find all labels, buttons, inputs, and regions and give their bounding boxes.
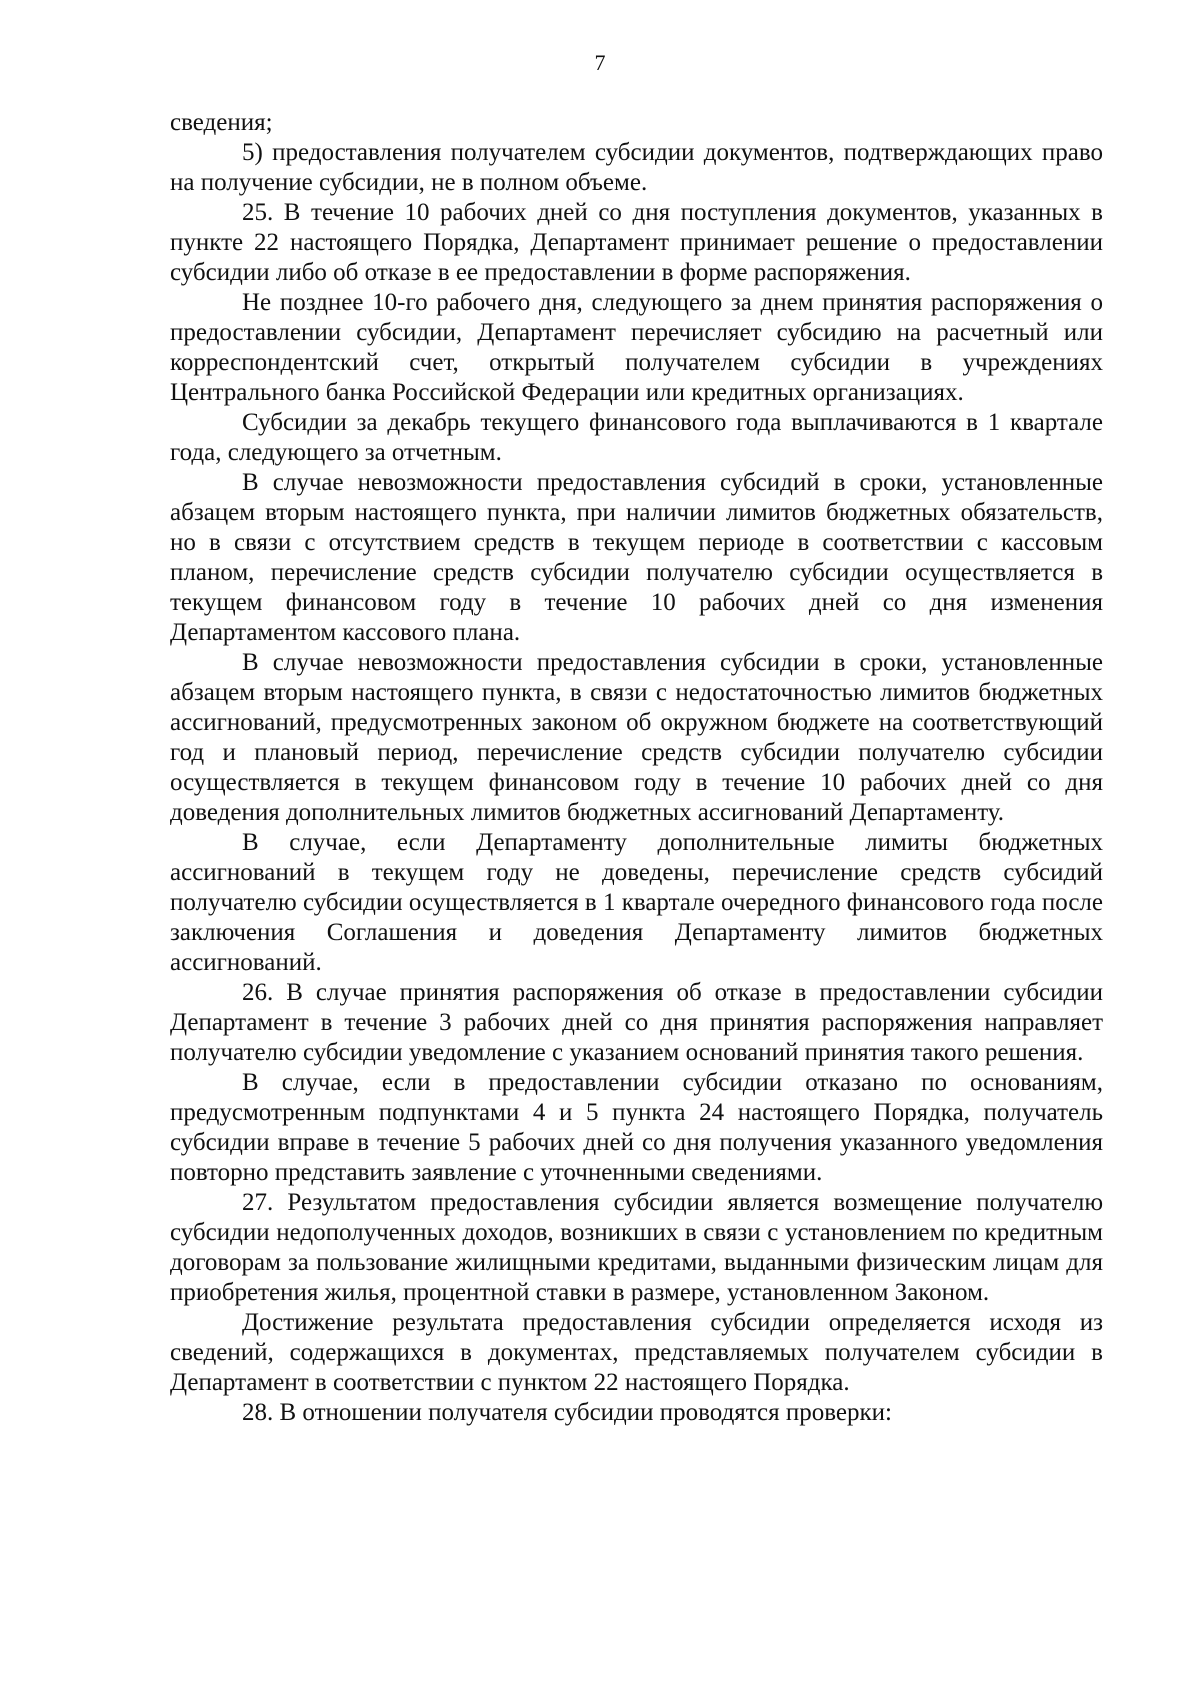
paragraph: 27. Результатом предоставления субсидии является возмещение получателю субсидии недополученных доходов, возникших в связи с установлением по кредитным договорам за пользование жилищными кредитами, выданными физическим лицам для приобретения жилья, процентной ставки в размере, установленном Законом. xyxy=(170,1189,1103,1306)
paragraph: В случае невозможности предоставления субсидии в сроки, установленные абзацем вторым настоящего пункта, в связи с недостаточностью лимитов бюджетных ассигнований, предусмотренных законом об окружном бюджете на соответствующий год и плановый период, перечисление средств субсидии получателю субсидии осуществляется в текущем финансовом году в течение 10 рабочих дней со дня доведения дополнительных лимитов бюджетных ассигнований Департаменту. xyxy=(170,649,1103,826)
paragraph: В случае, если в предоставлении субсидии отказано по основаниям, предусмотренным подпунктами 4 и 5 пункта 24 настоящего Порядка, получатель субсидии вправе в течение 5 рабочих дней со дня получения указанного уведомления повторно представить заявление с уточненными сведениями. xyxy=(170,1069,1103,1186)
paragraph: 5) предоставления получателем субсидии документов, подтверждающих право на получение субсидии, не в полном объеме. xyxy=(170,139,1103,196)
paragraph: В случае невозможности предоставления субсидий в сроки, установленные абзацем вторым настоящего пункта, при наличии лимитов бюджетных обязательств, но в связи с отсутствием средств в текущем периоде в соответствии с кассовым планом, перечисление средств субсидии получателю субсидии осуществляется в текущем финансовом году в течение 10 рабочих дней со дня изменения Департаментом кассового плана. xyxy=(170,469,1103,646)
paragraph: 28. В отношении получателя субсидии проводятся проверки: xyxy=(242,1399,892,1426)
document-body xyxy=(170,108,1103,1428)
paragraph: В случае, если Департаменту дополнительные лимиты бюджетных ассигнований в текущем году не доведены, перечисление средств субсидий получателю субсидии осуществляется в 1 квартале очередного финансового года после заключения Соглашения и доведения Департаменту лимитов бюджетных ассигнований. xyxy=(170,829,1103,976)
page-number: 7 xyxy=(594,50,606,75)
paragraph: Субсидии за декабрь текущего финансового года выплачиваются в 1 квартале года, следующего за отчетным. xyxy=(170,409,1103,466)
paragraph: Не позднее 10-го рабочего дня, следующего за днем принятия распоряжения о предоставлении субсидии, Департамент перечисляет субсидию на расчетный или корреспондентский счет, открытый получателем субсидии в учреждениях Центрального банка Российской Федерации или кредитных организациях. xyxy=(170,289,1103,406)
paragraph: сведения; xyxy=(170,109,273,136)
paragraph: 25. В течение 10 рабочих дней со дня поступления документов, указанных в пункте 22 настоящего Порядка, Департамент принимает решение о предоставлении субсидии либо об отказе в ее предоставлении в форме распоряжения. xyxy=(170,199,1103,286)
paragraph: Достижение результата предоставления субсидии определяется исходя из сведений, содержащихся в документах, представляемых получателем субсидии в Департамент в соответствии с пунктом 22 настоящего Порядка. xyxy=(170,1309,1103,1396)
paragraph: 26. В случае принятия распоряжения об отказе в предоставлении субсидии Департамент в течение 3 рабочих дней со дня принятия распоряжения направляет получателю субсидии уведомление с указанием оснований принятия такого решения. xyxy=(170,979,1103,1066)
